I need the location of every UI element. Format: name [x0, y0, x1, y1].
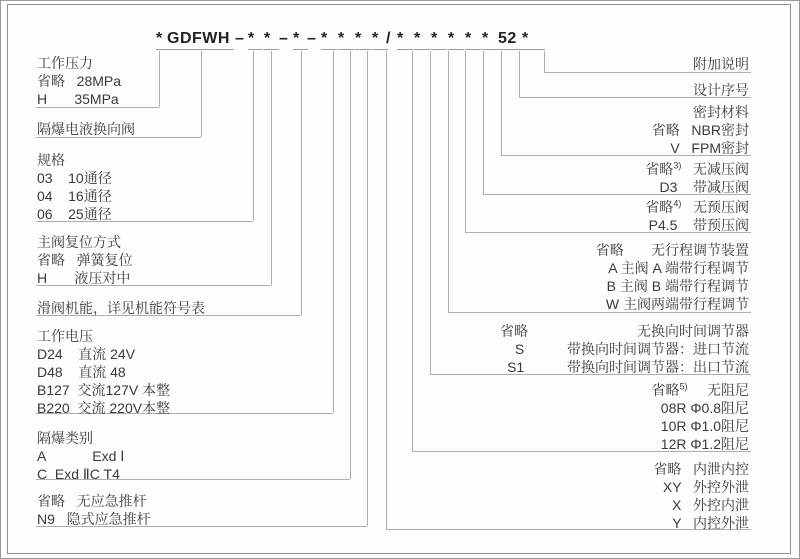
spec-line — [645, 198, 749, 216]
spec-line — [37, 90, 121, 108]
spec-code: 工作电压 — [37, 328, 93, 344]
spec-code: 省略 — [645, 199, 674, 215]
spec-block-right-2 — [652, 103, 749, 157]
connector-vline — [465, 51, 466, 232]
spec-line — [37, 151, 112, 169]
spec-desc: 28MPa — [65, 73, 122, 89]
spec-line — [37, 510, 151, 528]
spec-desc: 无预压阀 — [681, 199, 749, 215]
spec-block-left-6 — [37, 429, 124, 483]
model-code-part: * — [465, 30, 472, 47]
connector-vline — [430, 51, 431, 374]
spec-desc: 无行程调节装置 — [623, 242, 749, 258]
spec-line — [37, 465, 124, 483]
spec-code: B127 — [37, 382, 70, 398]
spec-code: D24 — [37, 346, 63, 362]
spec-code: V — [670, 140, 680, 156]
connector-vline — [501, 51, 502, 155]
spec-code: 省略 — [37, 73, 65, 89]
spec-block-left-3 — [37, 233, 133, 287]
code-underline — [520, 49, 545, 50]
model-code-part: 52 — [498, 30, 517, 47]
connector-vline — [350, 51, 351, 479]
spec-code: 省略 — [645, 161, 674, 177]
spec-block-left-7 — [37, 492, 151, 528]
spec-code: 03 — [37, 170, 53, 186]
model-code-part: * — [355, 30, 362, 47]
spec-code: P4.5 — [648, 217, 678, 233]
spec-desc: 直流 48 — [62, 364, 126, 380]
spec-code: A — [608, 260, 617, 276]
spec-line — [37, 269, 133, 287]
spec-line — [652, 103, 749, 121]
spec-code: 隔爆类别 — [37, 430, 93, 446]
model-code-part: * — [397, 30, 404, 47]
spec-block-right-0 — [693, 55, 749, 73]
spec-code: 工作压力 — [37, 55, 93, 71]
spec-block-left-0 — [37, 54, 121, 108]
spec-line — [37, 399, 170, 417]
spec-block-left-1 — [37, 120, 135, 138]
spec-line — [37, 251, 133, 269]
spec-code: 省略 — [500, 323, 529, 339]
spec-line — [652, 399, 749, 417]
spec-code: B220 — [37, 400, 70, 416]
note-superscript: 5) — [679, 381, 688, 392]
spec-code: W — [605, 296, 620, 312]
model-code-part: – — [279, 30, 289, 47]
spec-desc: 无减压阀 — [681, 161, 749, 177]
spec-block-right-3 — [645, 160, 749, 196]
spec-line — [645, 178, 749, 196]
model-code-part: * — [293, 30, 300, 47]
spec-desc: FPM密封 — [679, 140, 749, 156]
spec-code: 08R — [660, 400, 687, 416]
spec-code: A — [37, 448, 46, 464]
spec-desc: 带换向时间调节器：出口节流 — [524, 359, 749, 375]
spec-code: H — [37, 91, 48, 107]
connector-vline — [301, 51, 302, 315]
spec-desc: 无阻尼 — [687, 382, 749, 398]
spec-desc: 主阀两端带行程调节 — [619, 296, 749, 312]
spec-desc: 交流 220V本整 — [69, 400, 171, 416]
spec-code: D3 — [659, 179, 678, 195]
spec-line — [37, 169, 112, 187]
model-code-part: * — [448, 30, 455, 47]
model-code-part: * — [414, 30, 421, 47]
spec-line — [500, 358, 749, 376]
model-code-part: * — [522, 30, 529, 47]
spec-block-right-7 — [652, 381, 749, 453]
model-code-part: * — [338, 30, 345, 47]
spec-desc: 交流127V 本整 — [69, 382, 171, 398]
spec-desc: 弹簧复位 — [65, 252, 133, 268]
note-superscript: 3) — [673, 160, 682, 171]
code-underline — [482, 49, 498, 50]
model-code-part: – — [307, 30, 317, 47]
code-underline — [431, 49, 447, 50]
spec-desc: NBR密封 — [679, 122, 749, 138]
spec-line — [37, 363, 170, 381]
spec-code: C — [37, 466, 48, 482]
spec-code: 隔爆电液换向阀 — [37, 121, 135, 137]
spec-line — [37, 447, 124, 465]
spec-desc: 带减压阀 — [677, 179, 749, 195]
spec-code: 省略 — [651, 382, 680, 398]
spec-code: 省略 — [653, 461, 682, 477]
spec-code: N9 — [37, 511, 55, 527]
connector-vline — [271, 51, 272, 285]
code-underline — [465, 49, 481, 50]
spec-desc: 10通径 — [52, 170, 112, 186]
code-underline — [338, 49, 354, 50]
model-code-part: * — [482, 30, 489, 47]
code-underline — [293, 49, 308, 50]
spec-desc: Exd Ⅰ — [45, 448, 125, 464]
spec-desc: 16通径 — [52, 188, 112, 204]
spec-line — [693, 81, 749, 99]
spec-desc: Φ0.8阻尼 — [686, 400, 749, 416]
spec-line — [652, 381, 749, 399]
spec-line — [37, 187, 112, 205]
spec-desc: 带换向时间调节器：进口节流 — [524, 341, 749, 357]
spec-line — [596, 259, 749, 277]
connector-vline — [253, 51, 254, 221]
code-underline — [321, 49, 337, 50]
spec-desc: 外控外泄 — [681, 479, 749, 495]
spec-block-left-4 — [37, 299, 205, 317]
spec-block-right-1 — [693, 81, 749, 99]
spec-desc: 内泄内控 — [681, 461, 749, 477]
spec-desc: Φ1.0阻尼 — [686, 418, 749, 434]
spec-line — [645, 216, 749, 234]
code-underline — [264, 49, 279, 50]
spec-desc: 液压对中 — [47, 270, 131, 286]
spec-line — [652, 139, 749, 157]
spec-line — [596, 241, 749, 259]
spec-line — [645, 160, 749, 178]
spec-line — [596, 295, 749, 313]
spec-code: 06 — [37, 206, 53, 222]
spec-desc: Exd ⅡC T4 — [47, 466, 120, 482]
spec-code: 12R — [660, 436, 687, 452]
spec-code: 省略 — [37, 493, 65, 509]
connector-vline — [483, 51, 484, 194]
spec-code: S1 — [507, 359, 525, 375]
spec-line — [693, 55, 749, 73]
connector-vline — [386, 51, 387, 529]
spec-desc: 无换向时间调节器 — [528, 323, 749, 339]
spec-block-right-5 — [596, 241, 749, 313]
model-code-part: * — [156, 30, 163, 47]
model-code-part: * — [431, 30, 438, 47]
spec-desc: 主阀 B 端带行程调节 — [615, 278, 749, 294]
spec-line — [596, 277, 749, 295]
spec-line — [37, 381, 170, 399]
model-code-part: / — [386, 30, 391, 47]
spec-line — [37, 327, 170, 345]
spec-block-left-5 — [37, 327, 170, 417]
spec-desc: 直流 24V — [62, 346, 136, 362]
spec-line — [37, 345, 170, 363]
model-code-part: * — [372, 30, 379, 47]
spec-block-right-6 — [500, 322, 749, 376]
spec-line — [653, 460, 749, 478]
code-underline — [397, 49, 413, 50]
spec-desc: 25通径 — [52, 206, 112, 222]
spec-code: 省略 — [651, 122, 680, 138]
spec-code: 10R — [660, 418, 687, 434]
spec-line — [37, 72, 121, 90]
spec-code: 滑阀机能，详见机能符号表 — [37, 300, 205, 316]
connector-vline — [367, 51, 368, 526]
spec-code: 省略 — [37, 252, 65, 268]
spec-line — [500, 340, 749, 358]
spec-block-left-2 — [37, 151, 112, 223]
spec-line — [653, 496, 749, 514]
spec-line — [653, 514, 749, 532]
spec-block-right-4 — [645, 198, 749, 234]
connector-vline — [544, 51, 545, 72]
spec-line — [652, 121, 749, 139]
spec-code: Y — [672, 515, 682, 531]
spec-desc: 带预压阀 — [677, 217, 749, 233]
spec-line — [37, 205, 112, 223]
spec-code: 主阀复位方式 — [37, 234, 121, 250]
spec-block-right-8 — [653, 460, 749, 532]
model-code-part: * — [321, 30, 328, 47]
connector-vline — [333, 51, 334, 413]
connector-vline — [448, 51, 449, 312]
connector-vline — [519, 51, 520, 97]
spec-desc: 隐式应急推杆 — [54, 511, 151, 527]
spec-line — [37, 492, 151, 510]
spec-desc: Φ1.2阻尼 — [686, 436, 749, 452]
spec-desc: 内控外泄 — [681, 515, 749, 531]
model-code-part: * — [264, 30, 271, 47]
connector-vline — [412, 51, 413, 451]
spec-line — [37, 233, 133, 251]
spec-code: 省略 — [595, 242, 624, 258]
spec-line — [37, 120, 135, 138]
spec-desc: 35MPa — [47, 91, 119, 107]
code-underline — [414, 49, 430, 50]
spec-code: 密封材料 — [693, 104, 749, 120]
spec-code: D48 — [37, 364, 63, 380]
code-underline — [498, 49, 520, 50]
code-underline — [355, 49, 371, 50]
spec-desc: 无应急推杆 — [65, 493, 147, 509]
connector-vline — [159, 51, 160, 107]
model-code-part: GDFWH — [167, 30, 230, 47]
spec-line — [37, 54, 121, 72]
spec-code: XY — [662, 479, 682, 495]
model-code-part: * — [248, 30, 255, 47]
spec-code: 04 — [37, 188, 53, 204]
spec-line — [653, 478, 749, 496]
spec-code: 设计序号 — [693, 82, 749, 98]
spec-desc: 主阀 A 端带行程调节 — [616, 260, 749, 276]
spec-code: B — [606, 278, 616, 294]
note-superscript: 4) — [673, 198, 682, 209]
spec-line — [652, 435, 749, 453]
spec-code: S — [514, 341, 525, 357]
connector-vline — [201, 51, 202, 137]
spec-code: H — [37, 270, 48, 286]
spec-line — [37, 429, 124, 447]
spec-line — [500, 322, 749, 340]
code-underline — [372, 49, 388, 50]
spec-code: 规格 — [37, 152, 65, 168]
code-underline — [248, 49, 263, 50]
spec-line — [37, 299, 205, 317]
spec-code: X — [671, 497, 682, 513]
code-underline — [448, 49, 464, 50]
code-underline — [167, 49, 234, 50]
spec-desc: 外控内泄 — [681, 497, 749, 513]
spec-code: 附加说明 — [693, 56, 749, 72]
model-code-part: – — [235, 30, 245, 47]
spec-line — [652, 417, 749, 435]
